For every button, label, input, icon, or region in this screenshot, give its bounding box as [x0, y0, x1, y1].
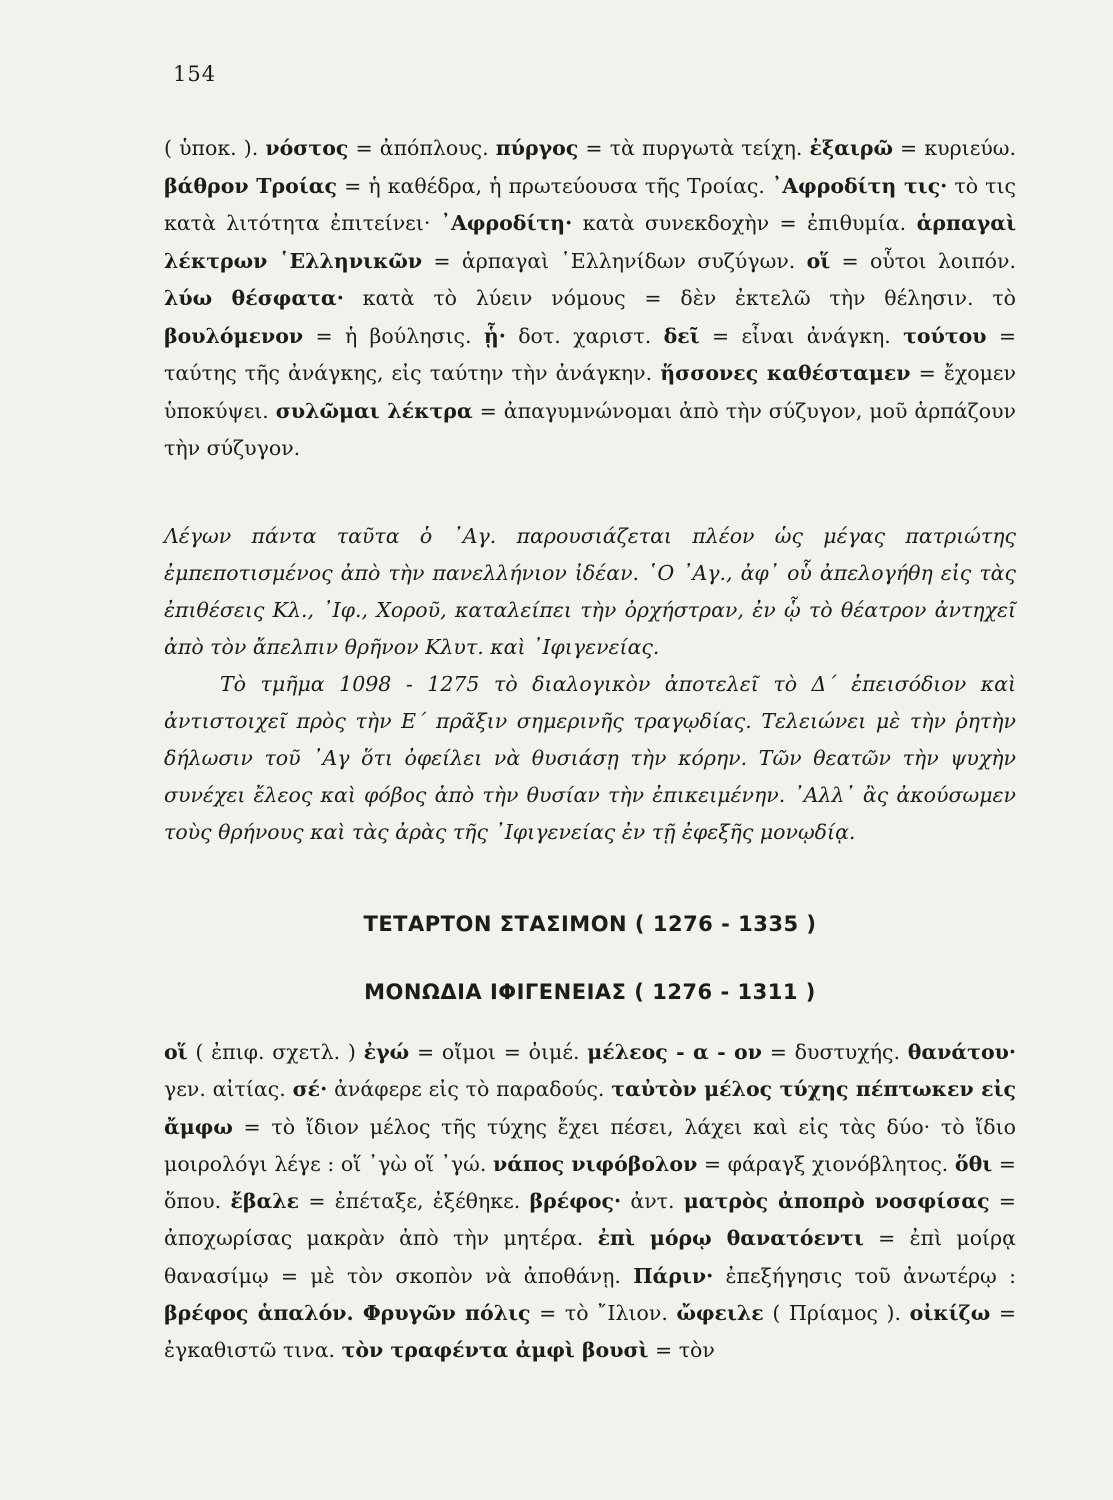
subsection-heading: ΜΟΝΩΔΙΑ ΙΦΙΓΕΝΕΙΑΣ ( 1276 - 1311 ) — [364, 980, 816, 1004]
gloss-term: ματρὸς ἀποπρὸ νοσφίσας — [683, 1189, 990, 1214]
gloss-text: κατὰ τὸ λύειν νόμους = δὲν ἐκτελῶ τὴν θέλησιν. τὸ — [343, 286, 1016, 310]
gloss-term: πύργος — [495, 136, 579, 160]
gloss-text: = ταύτης τῆς ἀνάγκης, εἰς ταύτην τὴν ἀνάγκην. — [164, 323, 1017, 385]
gloss-term: ὤφειλε — [676, 1301, 764, 1326]
page-number: 154 — [173, 62, 217, 86]
gloss-text: = τὸ ῎Ιλιον. — [530, 1301, 677, 1326]
commentary-text — [164, 518, 1016, 851]
commentary-paragraph: Τὸ τμῆμα 1098 - 1275 τὸ διαλογικὸν ἀποτελεῖ τὸ Δ΄ ἐπεισόδιον καὶ ἀντιστοιχεῖ πρὸς τὴν Ε΄ πρᾶξιν σημερινῆς τραγῳδίας. Τελειώνει μὲ τὴν ῥητὴν δήλωσιν τοῦ ᾿Αγ ὅτι ὀφείλει νὰ θυσιάσῃ τὴν κόρην. Τῶν θεατῶν τὴν ψυχὴν συνέχει ἔλεος καὶ φόβος ἀπὸ τὴν θυσίαν τὴν ἐπικειμένην. ᾿Αλλ᾿ ἂς ἀκούσωμεν τοὺς θρήνους καὶ τὰς ἀρὰς τῆς ᾿Ιφιγενείας ἐν τῇ ἐφεξῆς μονῳδίᾳ. — [164, 672, 1016, 844]
gloss-text: = φάραγξ χιονόβλητος. — [697, 1151, 955, 1176]
gloss-text: ἀνάφερε εἰς τὸ παραδούς. — [327, 1077, 612, 1102]
gloss-term: θανάτου· — [907, 1040, 1017, 1064]
commentary-paragraph: Λέγων πάντα ταῦτα ὁ ᾿Αγ. παρουσιάζεται πλέον ὡς μέγας πατριώτης ἐμπεποτισμένος ἀπὸ τὴν πανελλήνιον ἰδέαν. ῾Ο ᾿Αγ., ἀφ᾿ οὗ ἀπελογήθη εἰς τὰς ἐπιθέσεις Κλ., ᾿Ιφ., Χοροῦ, καταλείπει τὴν ὀρχήστραν, ἐν ᾧ τὸ θέατρον ἀντηχεῖ ἀπὸ τὸν ἄπελπιν θρῆνον Κλυτ. καὶ ᾿Ιφιγενείας. — [164, 524, 1016, 659]
gloss-text: = ἀπαγυμνώνομαι ἀπὸ τὴν σύζυγον, μοῦ ἁρπάζουν τὴν σύζυγον. — [164, 398, 1016, 460]
gloss-term: σέ· — [292, 1077, 328, 1102]
gloss-term: ἐπὶ μόρῳ θανατόεντι — [597, 1226, 864, 1251]
gloss-text: δοτ. χαριστ. — [505, 323, 664, 348]
gloss-text: = ἀποχωρίσας μακρὰν ἀπὸ τὴν μητέρα. — [164, 1189, 1016, 1251]
gloss-term: ταὐτὸν μέλος τύχης πέπτωκεν εἰς ἄμφω — [164, 1077, 1016, 1139]
gloss-text: = ἡ βούλησις. — [303, 323, 484, 348]
gloss-term: ἁρπαγαὶ λέκτρων ῾Ελληνικῶν — [164, 211, 1016, 273]
gloss-text: κατὰ συνεκδοχὴν = ἐπιθυμία. — [572, 211, 917, 235]
gloss-term: ἐξαιρῶ — [809, 136, 893, 160]
gloss-term: δεῖ — [663, 323, 700, 348]
gloss-text: = ὅπου. — [164, 1151, 1016, 1214]
gloss-text: = οὗτοι λοιπόν. — [830, 248, 1016, 273]
gloss-text: = ἐπὶ μοίρᾳ θανασίμῳ = μὲ τὸν σκοπὸν νὰ ἀποθάνῃ. — [164, 1226, 1016, 1288]
gloss-text: = εἶναι ἀνάγκη. — [699, 323, 904, 348]
gloss-term: οἵ — [806, 248, 831, 273]
gloss-term: ὅθι — [954, 1151, 993, 1176]
gloss-term: ἥσσονες καθέσταμεν — [660, 361, 911, 385]
gloss-term: νάπος νιφόβολον — [493, 1151, 698, 1176]
gloss-text: ( ἐπιφ. σχετλ. ) — [187, 1040, 364, 1064]
gloss-text: = τὸν — [648, 1338, 715, 1363]
gloss-term: ᾗ· — [483, 323, 506, 348]
gloss-text: = τὸ ἴδιον μέλος τῆς τύχης ἔχει πέσει, λάχει καὶ εἰς τὰς δύο· τὸ ἴδιο μοιρολόγι λέγε : οἵ ᾿γὼ οἵ ᾿γώ. — [164, 1114, 1016, 1176]
gloss-term: τούτου — [903, 323, 987, 348]
gloss-paragraph-top — [164, 130, 1016, 468]
gloss-text: = ἐπέταξε, ἐξέθηκε. — [299, 1189, 530, 1214]
gloss-text: = δυστυχής. — [761, 1040, 908, 1064]
gloss-text: ἀντ. — [621, 1189, 684, 1214]
gloss-text: γεν. αἰτίας. — [164, 1077, 293, 1102]
gloss-term: ἐγώ — [363, 1040, 410, 1064]
gloss-term: ᾿Αφροδίτη· — [440, 211, 573, 235]
gloss-text: ἐπεξήγησις τοῦ ἀνωτέρῳ : — [713, 1263, 1016, 1288]
section-heading: ΤΕΤΑΡΤΟΝ ΣΤΑΣΙΜΟΝ ( 1276 - 1335 ) — [363, 912, 817, 936]
gloss-text: = ἁρπαγαὶ ῾Ελληνίδων συζύγων. — [422, 248, 807, 273]
gloss-term: λύω θέσφατα· — [164, 286, 344, 310]
gloss-paragraph-bottom — [164, 1034, 1016, 1370]
gloss-term: νόστος — [265, 136, 349, 160]
gloss-term: οἵ — [164, 1040, 188, 1064]
gloss-text: = οἴμοι = ὀιμέ. — [409, 1040, 588, 1064]
gloss-text: = κυριεύω. — [892, 136, 1017, 160]
gloss-term: συλῶμαι λέκτρα — [275, 398, 473, 423]
gloss-text: τὸ τις κατὰ λιτότητα ἐπιτείνει· — [164, 173, 1016, 235]
gloss-text: ( Πρίαμος ). — [763, 1301, 910, 1326]
gloss-text: = ἡ καθέδρα, ἡ πρωτεύουσα τῆς Τροίας. — [337, 173, 772, 198]
gloss-term: οἰκίζω — [909, 1301, 991, 1326]
gloss-term: βρέφος ἁπαλόν. Φρυγῶν πόλις — [164, 1301, 531, 1326]
gloss-text: = ἀπόπλους. — [348, 136, 496, 160]
gloss-term: βάθρον Τροίας — [164, 173, 338, 198]
gloss-term: Πάριν· — [633, 1263, 714, 1288]
gloss-text: = τὰ πυργωτὰ τείχη. — [578, 136, 810, 160]
gloss-term: ἔβαλε — [230, 1189, 300, 1214]
gloss-term: μέλεος - α - ον — [587, 1040, 762, 1064]
gloss-text: ( ὑποκ. ). — [164, 136, 266, 160]
gloss-term: βρέφος· — [529, 1189, 622, 1214]
gloss-term: ᾿Αφροδίτη τις· — [772, 173, 948, 198]
gloss-term: τὸν τραφέντα ἀμφὶ βουσὶ — [341, 1338, 649, 1363]
gloss-text: = ἔχομεν ὑποκύψει. — [164, 361, 1016, 423]
gloss-text: = ἐγκαθιστῶ τινα. — [164, 1301, 1016, 1363]
gloss-term: βουλόμενον — [164, 323, 304, 348]
